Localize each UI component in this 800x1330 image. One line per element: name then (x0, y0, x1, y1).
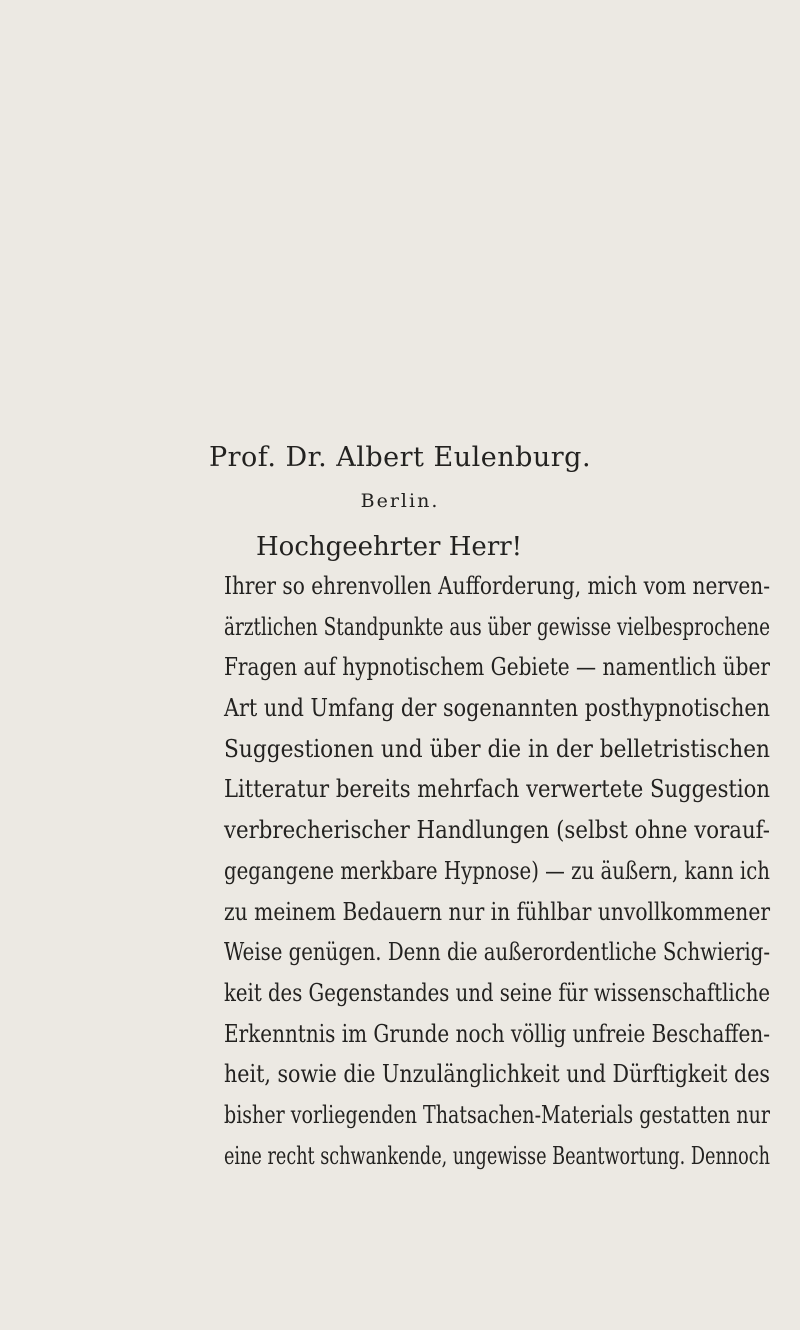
text-line: verbrecherischer Handlungen (selbst ohne vorauf- (224, 815, 770, 845)
text-line: zu meinem Bedauern nur in fühlbar unvollkommener (224, 896, 770, 926)
text-line: keit des Gegenstandes und seine für wissenschaftliche (224, 977, 770, 1007)
text-line: Suggestionen und über die in der belletristischen (224, 733, 770, 763)
text-line: heit, sowie die Unzulänglichkeit und Dürftigkeit des (224, 1059, 770, 1089)
text-line: ärztlichen Standpunkte aus über gewisse vielbesprochene (224, 611, 770, 641)
text-line: eine recht schwankende, ungewisse Beantwortung. Dennoch (224, 1140, 770, 1170)
letter-body (224, 566, 800, 1176)
text-line: Litteratur bereits mehrfach verwertete Suggestion (224, 774, 770, 804)
text-line: gegangene merkbare Hypnose) — zu äußern, kann ich (224, 855, 770, 885)
text-line: bisher vorliegenden Thatsachen-Materials gestatten nur (224, 1099, 770, 1129)
author-line: Prof. Dr. Albert Eulenburg. (208, 442, 592, 473)
text-line: Art und Umfang der sogenannten posthypnotischen (224, 693, 770, 723)
salutation: Hochgeehrter Herr! (256, 532, 523, 562)
place-line: Berlin. (360, 490, 440, 512)
text-line: Erkenntnis im Grunde noch völlig unfreie Beschaffen- (224, 1018, 770, 1048)
text-line: Weise genügen. Denn die außerordentliche Schwierig- (224, 937, 770, 967)
text-line: Fragen auf hypnotischem Gebiete — namentlich über (224, 652, 770, 682)
text-line: Ihrer so ehrenvollen Aufforderung, mich vom nerven- (224, 571, 770, 600)
